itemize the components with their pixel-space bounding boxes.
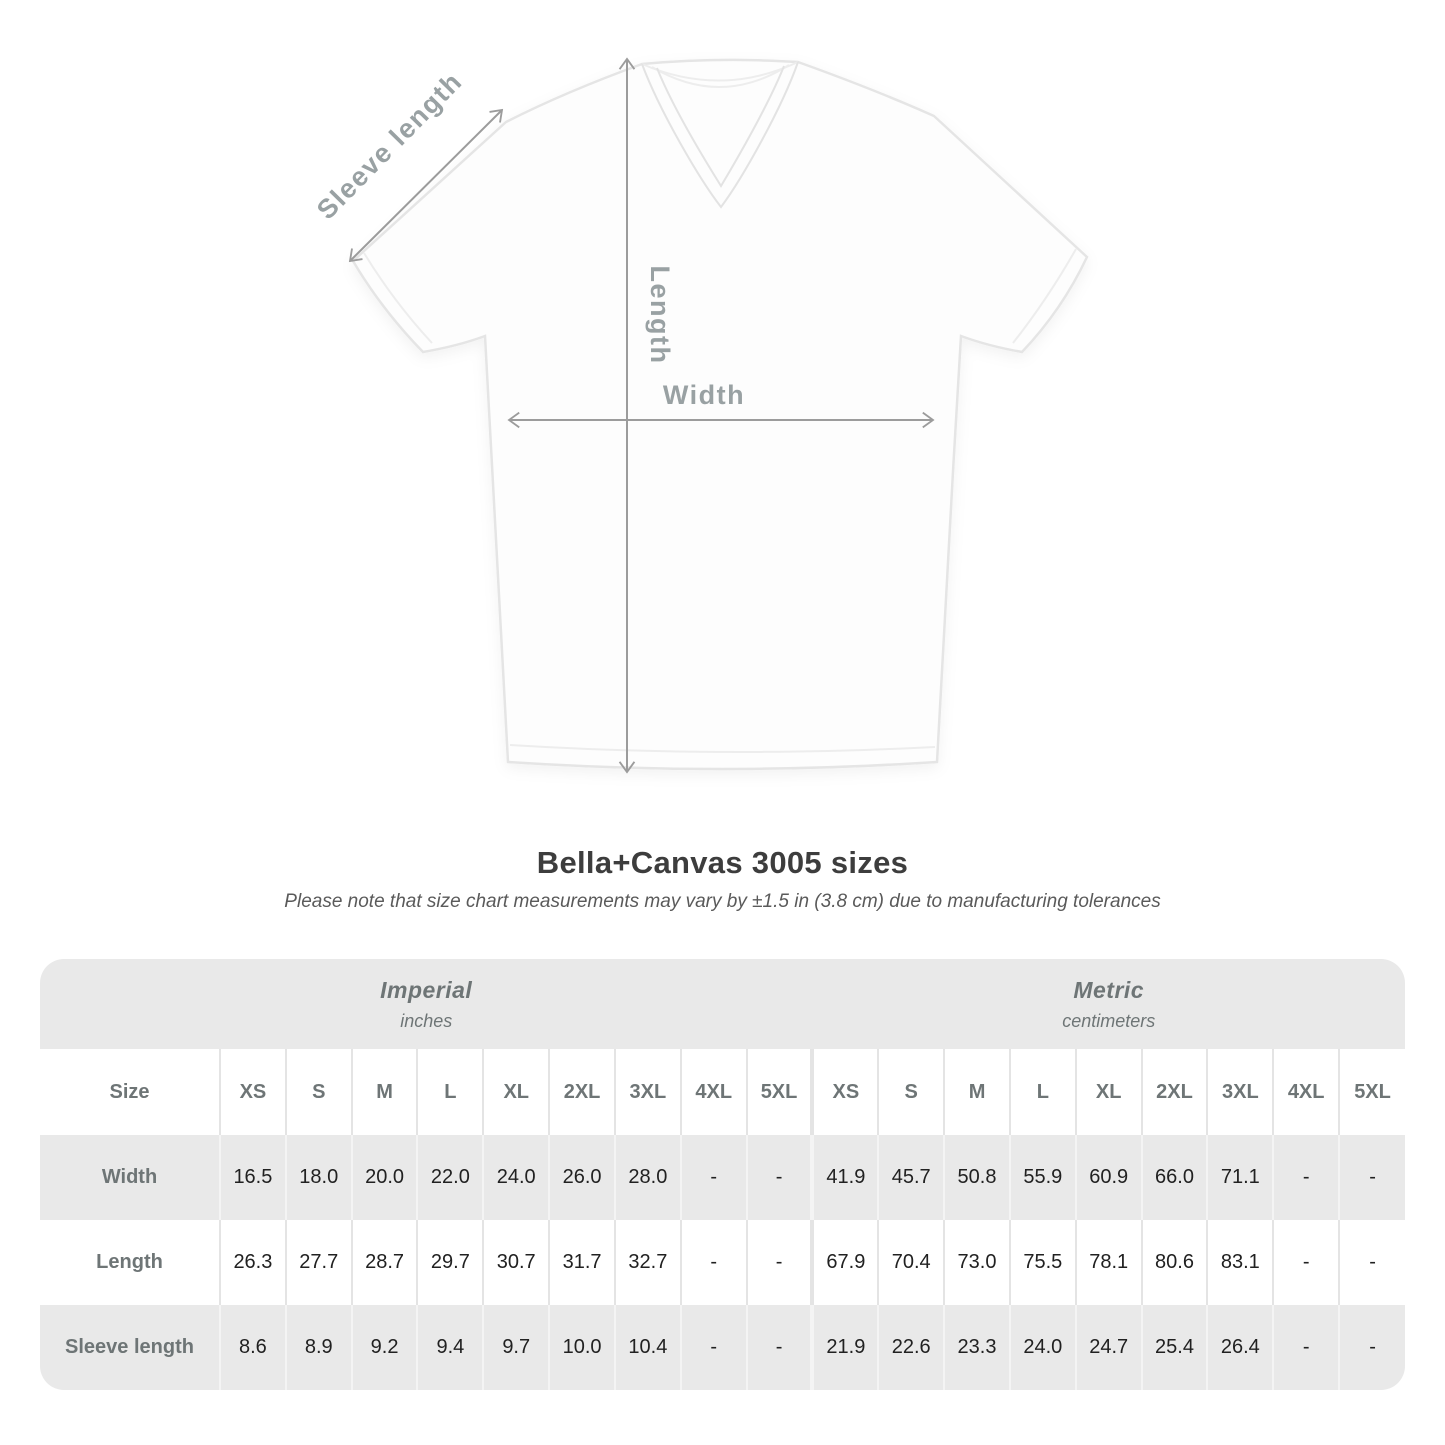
size-header-2xl-metric: 2XL	[1142, 1049, 1208, 1135]
table-cell: -	[747, 1305, 813, 1390]
table-cell: 66.0	[1142, 1135, 1208, 1220]
table-cell: 23.3	[944, 1305, 1010, 1390]
sleeve-length-label: Sleeve length	[311, 66, 469, 226]
table-row-length	[40, 1220, 1405, 1305]
table-cell: 24.0	[1010, 1305, 1076, 1390]
length-label: Length	[645, 265, 675, 365]
table-cell: 22.0	[417, 1135, 483, 1220]
table-cell: 29.7	[417, 1220, 483, 1305]
table-cell: -	[747, 1135, 813, 1220]
table-cell: 67.9	[812, 1220, 878, 1305]
table-cell: 30.7	[483, 1220, 549, 1305]
table-cell: 26.4	[1207, 1305, 1273, 1390]
size-header-5xl-imperial: 5XL	[747, 1049, 813, 1135]
table-cell: 27.7	[286, 1220, 352, 1305]
table-cell: 10.4	[615, 1305, 681, 1390]
table-cell: 24.0	[483, 1135, 549, 1220]
table-cell: -	[1339, 1305, 1405, 1390]
table-cell: 16.5	[220, 1135, 286, 1220]
tolerance-note: Please note that size chart measurements may vary by ±1.5 in (3.8 cm) due to manufacturing tolerances	[284, 891, 1161, 912]
table-cell: 28.0	[615, 1135, 681, 1220]
size-header-2xl-imperial: 2XL	[549, 1049, 615, 1135]
row-label: Length	[96, 1251, 163, 1273]
size-header-m-metric: M	[944, 1049, 1010, 1135]
units-header-row	[40, 959, 1405, 1049]
table-cell: 80.6	[1142, 1220, 1208, 1305]
metric-unit-label: centimeters	[1062, 1010, 1156, 1031]
size-header-xl-metric: XL	[1076, 1049, 1142, 1135]
table-cell: 26.0	[549, 1135, 615, 1220]
table-cell: 73.0	[944, 1220, 1010, 1305]
sizes-header-row	[40, 1049, 1405, 1135]
table-cell: 28.7	[352, 1220, 418, 1305]
metric-label: Metric	[1073, 976, 1145, 1003]
row-label: Width	[101, 1166, 158, 1188]
table-cell: 50.8	[944, 1135, 1010, 1220]
width-label: Width	[662, 380, 746, 410]
table-cell: -	[1273, 1135, 1339, 1220]
table-cell: -	[1273, 1220, 1339, 1305]
size-header-l-imperial: L	[417, 1049, 483, 1135]
imperial-label: Imperial	[380, 976, 473, 1003]
size-header-3xl-imperial: 3XL	[615, 1049, 681, 1135]
table-cell: 21.9	[812, 1305, 878, 1390]
table-row-sleeve-length	[40, 1305, 1405, 1390]
table-cell: 60.9	[1076, 1135, 1142, 1220]
table-cell: 8.9	[286, 1305, 352, 1390]
table-cell: 45.7	[878, 1135, 944, 1220]
size-header-s-imperial: S	[286, 1049, 352, 1135]
size-header-5xl-metric: 5XL	[1339, 1049, 1405, 1135]
metric-section-header	[812, 959, 1405, 1049]
table-cell: 70.4	[878, 1220, 944, 1305]
table-cell: 78.1	[1076, 1220, 1142, 1305]
table-row-width	[40, 1135, 1405, 1220]
table-cell: 9.2	[352, 1305, 418, 1390]
size-header-xl-imperial: XL	[483, 1049, 549, 1135]
size-header-4xl-metric: 4XL	[1273, 1049, 1339, 1135]
size-table	[40, 959, 1405, 1390]
table-cell: 41.9	[812, 1135, 878, 1220]
table-cell: -	[1339, 1220, 1405, 1305]
size-header-3xl-metric: 3XL	[1207, 1049, 1273, 1135]
size-header-m-imperial: M	[352, 1049, 418, 1135]
table-cell: 55.9	[1010, 1135, 1076, 1220]
table-cell: 71.1	[1207, 1135, 1273, 1220]
table-cell: -	[1273, 1305, 1339, 1390]
table-cell: 18.0	[286, 1135, 352, 1220]
table-cell: -	[1339, 1135, 1405, 1220]
table-cell: 9.7	[483, 1305, 549, 1390]
table-cell: -	[681, 1135, 747, 1220]
imperial-section-header	[40, 959, 812, 1049]
page-title: Bella+Canvas 3005 sizes	[536, 845, 909, 880]
table-cell: 20.0	[352, 1135, 418, 1220]
table-cell: -	[681, 1305, 747, 1390]
size-header-s-metric: S	[878, 1049, 944, 1135]
table-cell: 83.1	[1207, 1220, 1273, 1305]
size-header-xs-imperial: XS	[220, 1049, 286, 1135]
row-label: Sleeve length	[65, 1336, 194, 1358]
table-cell: 25.4	[1142, 1305, 1208, 1390]
imperial-unit-label: inches	[400, 1010, 453, 1031]
table-cell: 8.6	[220, 1305, 286, 1390]
table-cell: -	[747, 1220, 813, 1305]
size-header-4xl-imperial: 4XL	[681, 1049, 747, 1135]
tshirt-graphic	[353, 60, 1087, 769]
size-header-xs-metric: XS	[812, 1049, 878, 1135]
table-cell: 22.6	[878, 1305, 944, 1390]
table-cell: 32.7	[615, 1220, 681, 1305]
size-header-l-metric: L	[1010, 1049, 1076, 1135]
table-cell: 75.5	[1010, 1220, 1076, 1305]
table-cell: 9.4	[417, 1305, 483, 1390]
table-cell: 10.0	[549, 1305, 615, 1390]
size-column-header: Size	[40, 1049, 220, 1135]
table-cell: 24.7	[1076, 1305, 1142, 1390]
table-cell: 31.7	[549, 1220, 615, 1305]
table-cell: 26.3	[220, 1220, 286, 1305]
table-cell: -	[681, 1220, 747, 1305]
